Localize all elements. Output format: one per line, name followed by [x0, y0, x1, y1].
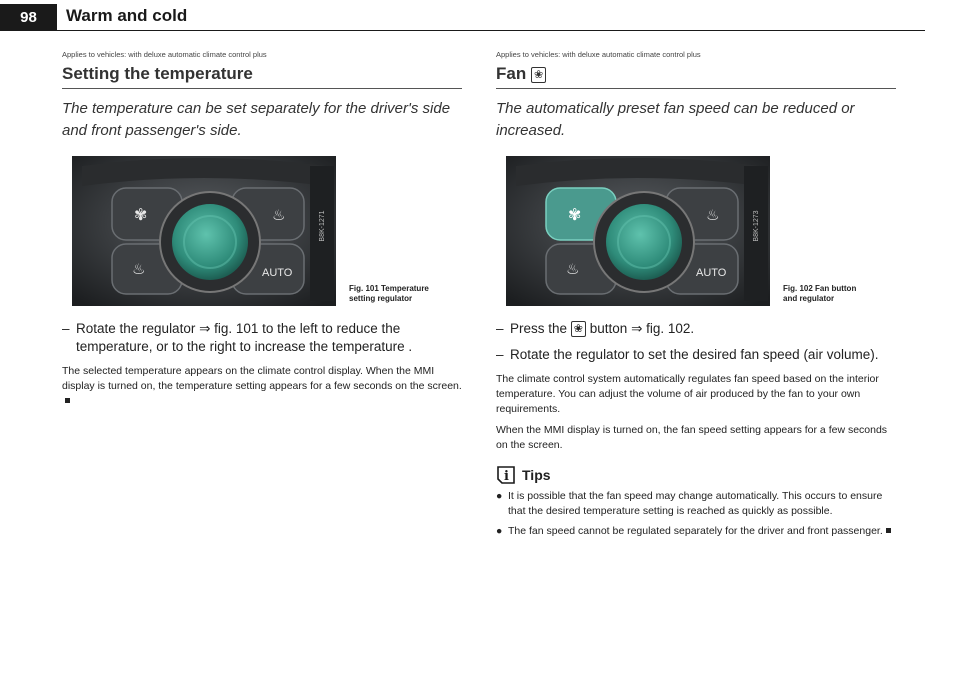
figure-code: B8K-1271	[319, 210, 326, 242]
svg-text:i: i	[504, 469, 509, 484]
step-item: – Rotate the regulator ⇒ fig. 101 to the left to reduce the temperature, or to the right to increase the temperature .	[62, 321, 413, 354]
applies-note: Applies to vehicles: with deluxe automatic climate control plus	[496, 50, 701, 59]
temperature-regulator-photo	[72, 156, 336, 306]
header-rule	[57, 30, 925, 31]
body-paragraph: The climate control system automatically regulates fan speed based on the interior temperature. You can adjust the volume of air produced by the fan to your own requirements.	[496, 373, 879, 415]
figure-102	[496, 156, 896, 306]
svg-text:✾: ✾	[134, 205, 148, 224]
fan-icon: ❀	[571, 321, 586, 337]
page-header	[0, 0, 960, 34]
svg-text:AUTO: AUTO	[696, 267, 727, 279]
tip-item: ● It is possible that the fan speed may change automatically. This occurs to ensure that the desired temperature setting is reached as quickly as possible.	[496, 490, 883, 517]
svg-text:♨: ♨	[272, 206, 286, 224]
step-item: – Press the ❀ button ⇒ fig. 102.	[496, 321, 695, 336]
section-fan	[496, 50, 896, 544]
figure-101	[62, 156, 462, 306]
chapter-title: Warm and cold	[66, 6, 188, 25]
fan-regulator-photo	[506, 156, 770, 306]
figure-caption: Fig. 101 Temperature setting regulator	[349, 284, 429, 303]
svg-text:♨: ♨	[132, 260, 146, 278]
section-temperature	[62, 50, 462, 409]
tips-list	[496, 489, 896, 539]
info-icon	[496, 465, 516, 485]
applies-note: Applies to vehicles: with deluxe automatic climate control plus	[62, 50, 267, 59]
figure-code: B8K-1273	[753, 210, 760, 242]
svg-text:♨: ♨	[706, 206, 720, 224]
intro-text: The automatically preset fan speed can be reduced or increased.	[496, 100, 855, 139]
instruction-steps	[62, 320, 462, 356]
svg-text:♨: ♨	[566, 260, 580, 278]
figure-caption: Fig. 102 Fan button and regulator	[783, 284, 857, 303]
svg-text:AUTO: AUTO	[262, 267, 293, 279]
section-heading: Fan ❀	[496, 64, 896, 89]
tips-heading	[496, 465, 896, 485]
body-paragraph: When the MMI display is turned on, the fan speed setting appears for a few seconds on the screen.	[496, 424, 888, 451]
section-end-mark	[886, 528, 891, 533]
svg-text:✾: ✾	[568, 205, 582, 224]
body-paragraph: The selected temperature appears on the climate control display. When the MMI display is turned on, the temperature setting appears for a few seconds on the screen.	[62, 364, 462, 409]
intro-text: The temperature can be set separately for the driver's side and front passenger's side.	[62, 100, 451, 139]
section-end-mark	[65, 398, 70, 403]
tip-item: ● The fan speed cannot be regulated separately for the driver and front passenger.	[496, 524, 896, 539]
fan-icon: ❀	[531, 67, 546, 83]
step-item: – Rotate the regulator to set the desired fan speed (air volume).	[496, 347, 879, 362]
page-number: 98	[0, 4, 57, 31]
section-heading: Setting the temperature	[62, 64, 462, 89]
instruction-steps	[496, 320, 896, 364]
tips-title: Tips	[522, 467, 551, 483]
